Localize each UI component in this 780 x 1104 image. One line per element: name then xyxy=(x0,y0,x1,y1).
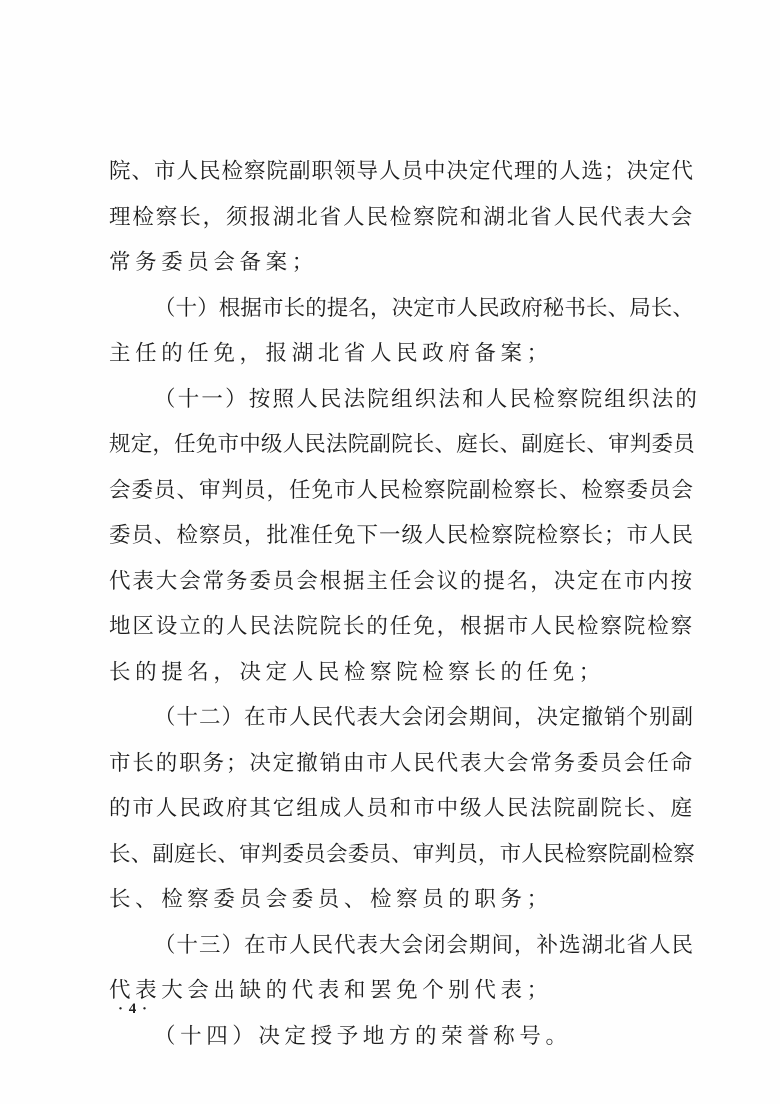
text-line-11: 地区设立的人民法院院长的任免，根据市人民检察院检察 xyxy=(109,614,695,639)
text-line-6: （十一）按照人民法院组织法和人民检察院组织法的 xyxy=(154,387,700,412)
text-line-5: 主任的任免，报湖北省人民政府备案； xyxy=(109,341,553,366)
text-line-1: 院、市人民检察院副职领导人员中决定代理的人选；决定代 xyxy=(109,159,695,184)
text-line-3: 常务委员会备案； xyxy=(109,250,318,275)
page-number: · 4 · xyxy=(118,1001,149,1017)
text-line-19: 代表大会出缺的代表和罢免个别代表； xyxy=(109,978,553,1003)
text-line-15: 的市人民政府其它组成人员和市中级人民法院副院长、庭 xyxy=(109,796,695,821)
text-line-14: 市长的职务；决定撤销由市人民代表大会常务委员会任命 xyxy=(109,751,695,776)
text-line-8: 会委员、审判员，任免市人民检察院副检察长、检察委员会 xyxy=(109,478,695,503)
text-line-16: 长、副庭长、审判委员会委员、审判员，市人民检察院副检察 xyxy=(109,842,695,867)
text-line-4: （十）根据市长的提名，决定市人民政府秘书长、局长、 xyxy=(154,296,695,321)
text-line-2: 理检察长，须报湖北省人民检察院和湖北省人民代表大会 xyxy=(109,205,695,230)
text-line-17: 长、检察委员会委员、检察员的职务； xyxy=(109,887,553,912)
text-line-7: 规定，任免市中级人民法院副院长、庭长、副庭长、审判委员 xyxy=(109,432,695,457)
text-line-10: 代表大会常务委员会根据主任会议的提名，决定在市内按 xyxy=(109,569,695,594)
text-line-13: （十二）在市人民代表大会闭会期间，决定撤销个别副 xyxy=(154,705,695,730)
text-line-18: （十三）在市人民代表大会闭会期间，补选湖北省人民 xyxy=(154,933,695,958)
text-line-9: 委员、检察员，批准任免下一级人民检察院检察长；市人民 xyxy=(109,523,695,548)
text-line-20: （十四）决定授予地方的荣誉称号。 xyxy=(154,1024,572,1049)
text-line-12: 长的提名，决定人民检察院检察长的任免； xyxy=(109,660,605,685)
